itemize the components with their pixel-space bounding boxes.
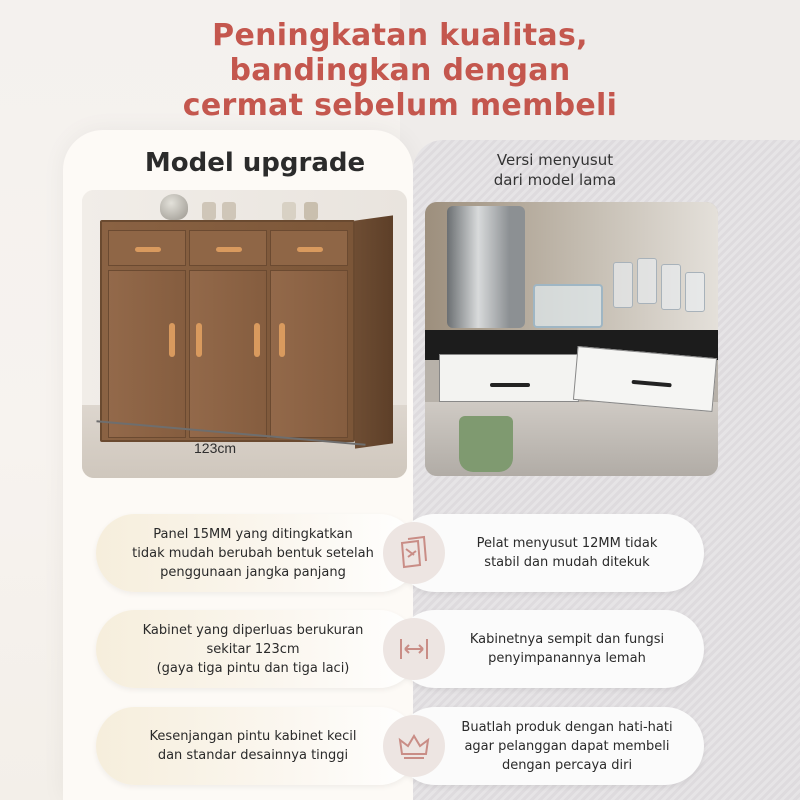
upgrade-feature-text: (gaya tiga pintu dan tiga laci) xyxy=(156,660,350,676)
old-feature-text: dengan percaya diri xyxy=(501,757,633,773)
drawer-handle xyxy=(632,380,672,387)
cabinet-drawer xyxy=(270,230,348,266)
glass xyxy=(661,264,681,310)
headline-line-3: cermat sebelum membeli xyxy=(182,88,618,123)
glass xyxy=(613,262,633,308)
cabinet-drawer xyxy=(108,230,186,266)
drawer-handle xyxy=(490,383,530,387)
cabinet-body xyxy=(100,220,355,442)
bucket xyxy=(459,416,513,472)
door-handle xyxy=(169,323,175,357)
old-model-title-line-1: Versi menyusut xyxy=(496,151,614,169)
headline-line-2: bandingkan dengan xyxy=(229,53,571,88)
door-handle xyxy=(196,323,202,357)
upgrade-cabinet-photo xyxy=(82,190,407,478)
cabinet-door xyxy=(189,270,267,438)
old-feature-text: penyimpanannya lemah xyxy=(488,651,646,666)
jar-decor xyxy=(222,202,236,220)
cabinet-door xyxy=(108,270,186,438)
drawer-handle xyxy=(216,247,242,252)
cabinet-drawer xyxy=(189,230,267,266)
door-handle xyxy=(279,323,285,357)
width-arrows-icon xyxy=(383,618,445,680)
headline xyxy=(0,18,800,123)
upgrade-feature-text: Kabinet yang diperluas berukuran xyxy=(142,622,364,638)
old-cabinet-photo xyxy=(425,202,718,476)
dimension-label: 123cm xyxy=(194,440,237,456)
glass xyxy=(685,272,705,312)
old-model-title-line-2: dari model lama xyxy=(493,171,617,189)
old-feature-text: agar pelanggan dapat membeli xyxy=(464,738,670,754)
old-drawer xyxy=(439,354,579,402)
upgrade-feature-row-1 xyxy=(96,514,418,592)
old-feature-text: Pelat menyusut 12MM tidak xyxy=(476,536,658,551)
upgrade-feature-text: tidak mudah berubah bentuk setelah xyxy=(132,545,374,561)
headline-line-1: Peningkatan kualitas, xyxy=(212,18,588,53)
storage-box xyxy=(533,284,603,328)
kettle-decor xyxy=(160,194,188,220)
upgrade-feature-text: sekitar 123cm xyxy=(206,641,300,657)
upgrade-feature-text: penggunaan jangka panjang xyxy=(160,564,346,580)
upgrade-feature-text: Panel 15MM yang ditingkatkan xyxy=(153,526,353,542)
jar-decor xyxy=(304,202,318,220)
glass xyxy=(637,258,657,304)
old-feature-text: stabil dan mudah ditekuk xyxy=(484,555,650,570)
drawer-handle xyxy=(135,247,161,252)
cabinet-door xyxy=(270,270,348,438)
upgrade-model-title: Model upgrade xyxy=(144,148,366,178)
panel-sheets-icon xyxy=(383,522,445,584)
upgrade-feature-text: Kesenjangan pintu kabinet kecil xyxy=(149,729,357,744)
water-urn xyxy=(447,206,525,328)
old-model-title xyxy=(440,150,670,190)
jar-decor xyxy=(282,202,296,220)
drawer-handle xyxy=(297,247,323,252)
crown-icon xyxy=(383,715,445,777)
door-handle xyxy=(254,323,260,357)
upgrade-feature-row-3 xyxy=(96,707,418,785)
jar-decor xyxy=(202,202,216,220)
old-feature-text: Buatlah produk dengan hati-hati xyxy=(461,719,673,735)
upgrade-feature-row-2 xyxy=(96,610,418,688)
upgrade-feature-text: dan standar desainnya tinggi xyxy=(157,748,349,763)
cabinet-side xyxy=(355,215,393,448)
old-feature-text: Kabinetnya sempit dan fungsi xyxy=(469,632,665,647)
